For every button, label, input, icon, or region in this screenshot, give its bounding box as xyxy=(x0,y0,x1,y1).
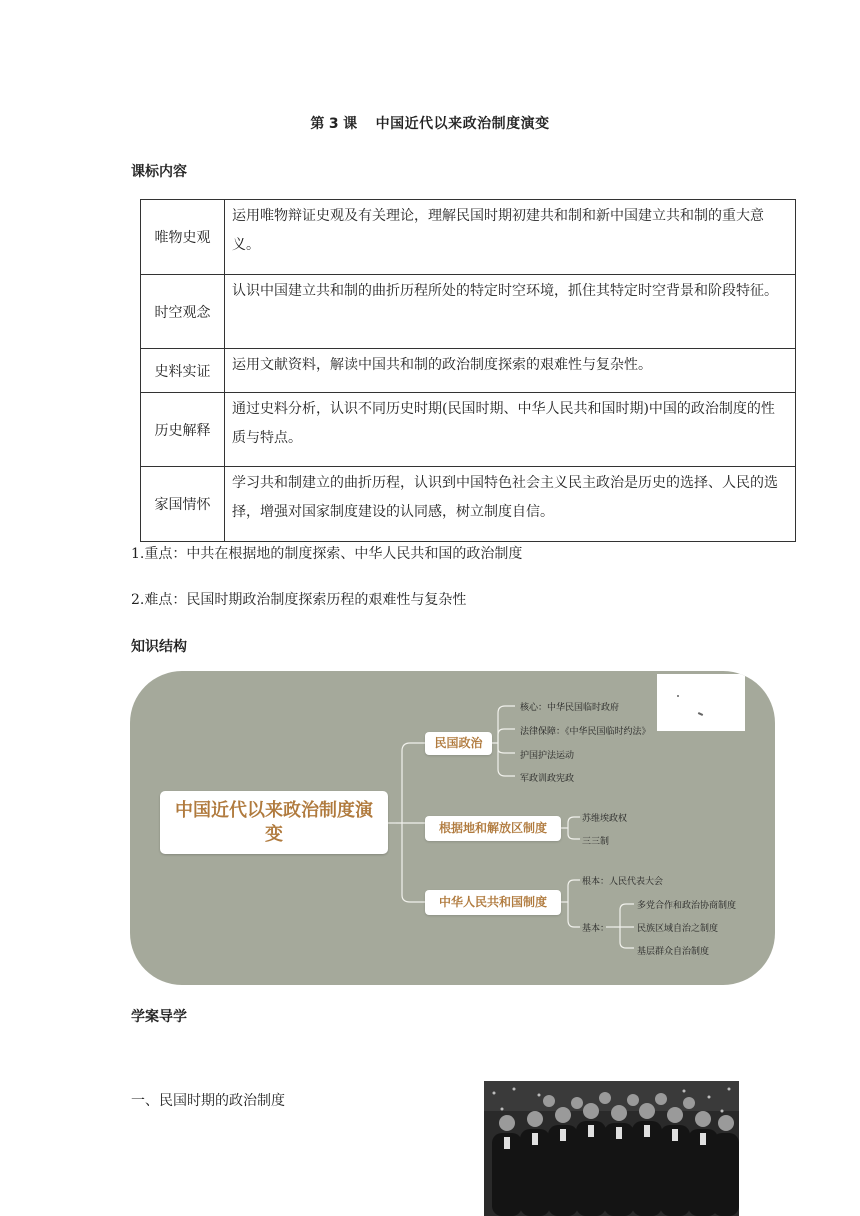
row-text: 认识中国建立共和制的曲折历程所处的特定时空环境，抓住其特定时空背景和阶段特征。 xyxy=(225,275,796,349)
row-label: 家国情怀 xyxy=(141,467,225,542)
mindmap-leaf: 民族区域自治之制度 xyxy=(637,924,719,934)
title-number: 3 xyxy=(328,116,340,132)
mindmap-leaf: 根本：人民代表大会 xyxy=(582,877,664,887)
difficulty-point: 2.难点：民国时期政治制度探索历程的艰难性与复杂性 xyxy=(131,592,467,608)
title-prefix: 第 xyxy=(310,116,325,132)
group-photo-image xyxy=(484,1081,739,1216)
row-label: 时空观念 xyxy=(141,275,225,349)
table-row xyxy=(141,349,796,393)
mindmap-branch-prc: 中华人民共和国制度 xyxy=(425,890,561,915)
mindmap-leaf: 基本： xyxy=(582,924,610,934)
mindmap-root-node: 中国近代以来政治制度演变 xyxy=(160,791,388,854)
row-text: 学习共和制建立的曲折历程，认识到中国特色社会主义民主政治是历史的选择、人民的选择，增强对国家制度建设的认同感，树立制度自信。 xyxy=(225,467,796,542)
title-suffix: 课 xyxy=(343,116,358,132)
mindmap-leaf: 三三制 xyxy=(582,837,610,847)
standards-table xyxy=(140,199,796,542)
title-name: 中国近代以来政治制度演变 xyxy=(375,116,550,132)
mindmap-branch-republic: 民国政治 xyxy=(425,732,492,755)
table-row xyxy=(141,200,796,275)
table-row xyxy=(141,467,796,542)
section-structure-heading: 知识结构 xyxy=(131,639,187,655)
row-label: 唯物史观 xyxy=(141,200,225,275)
mindmap-leaf: 护国护法运动 xyxy=(520,751,575,761)
section-guide-heading: 学案导学 xyxy=(131,1009,187,1025)
mindmap xyxy=(130,671,775,985)
mindmap-leaf: 苏维埃政权 xyxy=(582,814,628,824)
image-overlay-patch xyxy=(657,674,745,731)
table-row xyxy=(141,393,796,467)
focus-point: 1.重点：中共在根据地的制度探索、中华人民共和国的政治制度 xyxy=(131,546,523,562)
row-text: 通过史料分析，认识不同历史时期(民国时期、中华人民共和国时期)中国的政治制度的性质与特点。 xyxy=(225,393,796,467)
mindmap-leaf: 多党合作和政治协商制度 xyxy=(637,901,737,911)
page-title xyxy=(0,113,860,133)
row-text: 运用唯物辩证史观及有关理论，理解民国时期初建共和制和新中国建立共和制的重大意义。 xyxy=(225,200,796,275)
mindmap-leaf: 法律保障：《中华民国临时约法》 xyxy=(520,727,651,737)
historical-group-photo xyxy=(484,1081,739,1216)
row-text: 运用文献资料，解读中国共和制的政治制度探索的艰难性与复杂性。 xyxy=(225,349,796,393)
mindmap-branch-base-areas: 根据地和解放区制度 xyxy=(425,816,561,841)
mindmap-leaf: 基层群众自治制度 xyxy=(637,947,710,957)
mindmap-leaf: 核心：中华民国临时政府 xyxy=(520,703,620,713)
table-row xyxy=(141,275,796,349)
mindmap-leaf: 军政训政宪政 xyxy=(520,774,575,784)
section-standards-heading: 课标内容 xyxy=(131,164,187,180)
row-label: 史料实证 xyxy=(141,349,225,393)
lesson-heading: 一、民国时期的政治制度 xyxy=(131,1093,285,1109)
row-label: 历史解释 xyxy=(141,393,225,467)
